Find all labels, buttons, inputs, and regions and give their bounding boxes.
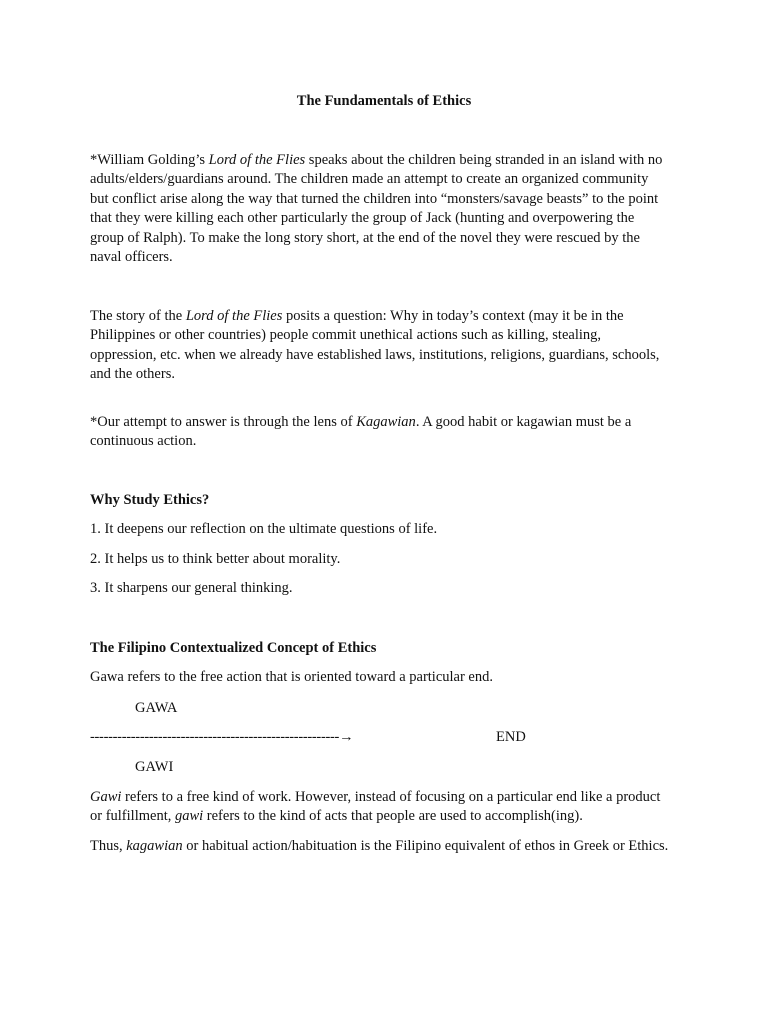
kagawian-text-rest: . A good habit or kagawian must be a continuous action. <box>90 414 632 450</box>
conclusion-text-rest: or habitual action/habituation is the Filipino equivalent of ethos in Greek or Ethics. <box>182 838 669 854</box>
intro-paragraph <box>90 151 670 267</box>
reason-item: 2. It helps us to think better about morality. <box>90 551 341 567</box>
intro-text-start: *William Golding’s <box>90 152 209 168</box>
kagawian-text-start: *Our attempt to answer is through the lens of <box>90 414 357 430</box>
kagawian-term: Kagawian <box>356 414 416 430</box>
book-title: Lord of the Flies <box>208 152 306 168</box>
page-title: The Fundamentals of Ethics <box>296 93 472 109</box>
gawi-term: gawi <box>174 808 204 825</box>
conclusion-text-start: Thus, <box>90 838 127 854</box>
gawi-term: Gawi <box>90 789 122 805</box>
gawi-label: GAWI <box>135 759 174 775</box>
reason-item: 3. It sharpens our general thinking. <box>90 580 293 596</box>
question-text-rest: posits a question: Why in today’s context (may it be in the Philippines or other countries) people commit unethical actions such as killing, stealing, oppression, etc. when we already have established laws, institutions, religions, guardians, schools, and the others. <box>90 308 660 383</box>
gawi-paragraph <box>90 788 670 827</box>
kagawian-term: kagawian <box>126 838 183 854</box>
question-paragraph <box>90 307 670 385</box>
filipino-concept-heading: The Filipino Contextualized Concept of Ethics <box>90 640 377 656</box>
end-label: END <box>496 729 526 745</box>
conclusion-paragraph <box>90 837 670 856</box>
reason-item: 1. It deepens our reflection on the ultimate questions of life. <box>90 521 438 537</box>
why-study-heading: Why Study Ethics? <box>90 492 210 508</box>
kagawian-paragraph <box>90 413 670 452</box>
arrow-line: -------------------------------------------------------→ <box>90 729 354 745</box>
gawi-text-rest: refers to the kind of acts that people are used to accomplish(ing). <box>203 808 583 825</box>
gawi-text: refers to a free kind of work. However, instead of focusing on a particular end like a product or fulfillment, <box>90 789 661 825</box>
question-text-start: The story of the <box>90 308 186 324</box>
intro-text-rest: speaks about the children being stranded in an island with no adults/elders/guardians around. The children made an attempt to create an organized community but conflict arise along the way that turned the children into “monsters/savage beasts” to the point that they were killing each other particularly the group of Jack (hunting and overpowering the group of Ralph). To make the long story short, at the end of the novel they were rescued by the naval officers. <box>90 152 663 266</box>
gawa-definition: Gawa refers to the free action that is oriented toward a particular end. <box>90 669 493 685</box>
book-title: Lord of the Flies <box>185 308 283 324</box>
gawa-label: GAWA <box>135 700 178 716</box>
